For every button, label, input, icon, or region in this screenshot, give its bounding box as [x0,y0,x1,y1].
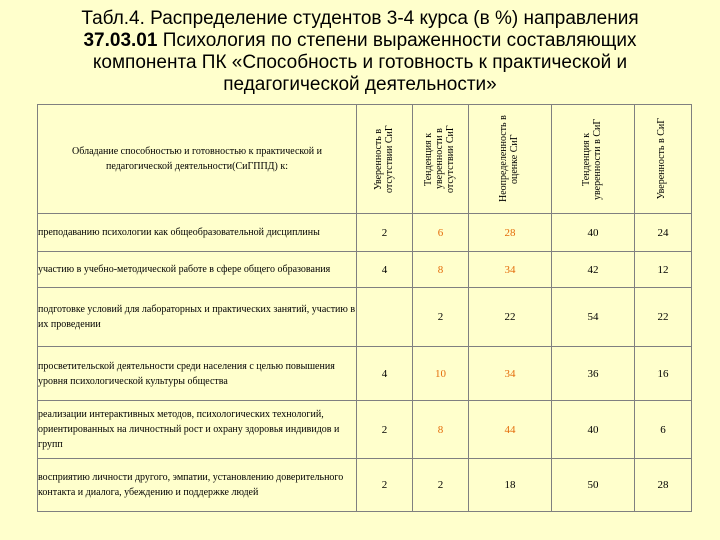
title-line-2-rest: Психология по степени выраженности составляющих [157,30,637,51]
row-label: реализации интерактивных методов, психологических технологий, ориентированных на личностный рост и охрану здоровья индивидов и групп [38,401,357,459]
table-row [38,459,692,512]
value-cell: 10 [413,347,469,401]
value-cell [357,288,413,347]
title-line-3: компонента ПК «Способность и готовность к практической и [92,52,628,73]
value-cell: 4 [357,252,413,288]
column-header [552,105,635,214]
value-cell: 28 [635,459,692,512]
column-header [357,105,413,214]
value-cell: 8 [413,401,469,459]
distribution-table [37,104,692,512]
value-cell: 24 [635,214,692,252]
row-label: восприятию личности другого, эмпатии, установлению доверительного контакта и диалога, убеждению и поддержке людей [38,459,357,512]
column-header-text: Тенденция к уверенности в отсутствии СиГ [422,125,456,193]
value-cell: 18 [469,459,552,512]
column-header-text: Уверенность в СиГ [656,118,667,200]
row-label: просветительской деятельности среди населения с целью повышения уровня психологической культуры общества [38,347,357,401]
value-cell: 2 [357,214,413,252]
value-cell: 50 [552,459,635,512]
value-cell: 22 [469,288,552,347]
header-row [38,105,692,214]
table-title [0,8,720,96]
value-cell: 2 [413,459,469,512]
table-row [38,214,692,252]
value-cell: 16 [635,347,692,401]
program-code: 37.03.01 [83,30,158,51]
value-cell: 54 [552,288,635,347]
column-header-text: Неопределенность в оценке СиГ [498,115,520,203]
column-header [635,105,692,214]
column-header-text: Уверенность в отсутствии СиГ [372,125,395,193]
value-cell: 34 [469,347,552,401]
row-label: подготовке условий для лабораторных и практических занятий, участию в их проведении [38,288,357,347]
value-cell: 2 [357,459,413,512]
value-cell: 40 [552,401,635,459]
column-header [469,105,552,214]
value-cell: 2 [413,288,469,347]
value-cell: 22 [635,288,692,347]
value-cell: 40 [552,214,635,252]
value-cell: 12 [635,252,692,288]
value-cell: 6 [413,214,469,252]
column-header-text: Тенденция к уверенности в СиГ [581,118,603,200]
row-label: участию в учебно-методической работе в сфере общего образования [38,252,357,288]
title-line-1: Табл.4. Распределение студентов 3-4 курса (в %) направления [81,8,639,29]
value-cell: 42 [552,252,635,288]
table-row [38,347,692,401]
table-row [38,288,692,347]
table-row [38,401,692,459]
row-label: преподаванию психологии как общеобразовательной дисциплины [38,214,357,252]
title-line-2 [0,30,720,52]
column-header [413,105,469,214]
value-cell: 6 [635,401,692,459]
title-line-4: педагогической деятельности» [223,74,497,95]
header-label-cell: Обладание способностью и готовностью к практической и педагогической деятельности(СиГППД) к: [38,105,357,214]
value-cell: 36 [552,347,635,401]
value-cell: 8 [413,252,469,288]
value-cell: 4 [357,347,413,401]
value-cell: 2 [357,401,413,459]
value-cell: 44 [469,401,552,459]
value-cell: 28 [469,214,552,252]
value-cell: 34 [469,252,552,288]
table-row [38,252,692,288]
